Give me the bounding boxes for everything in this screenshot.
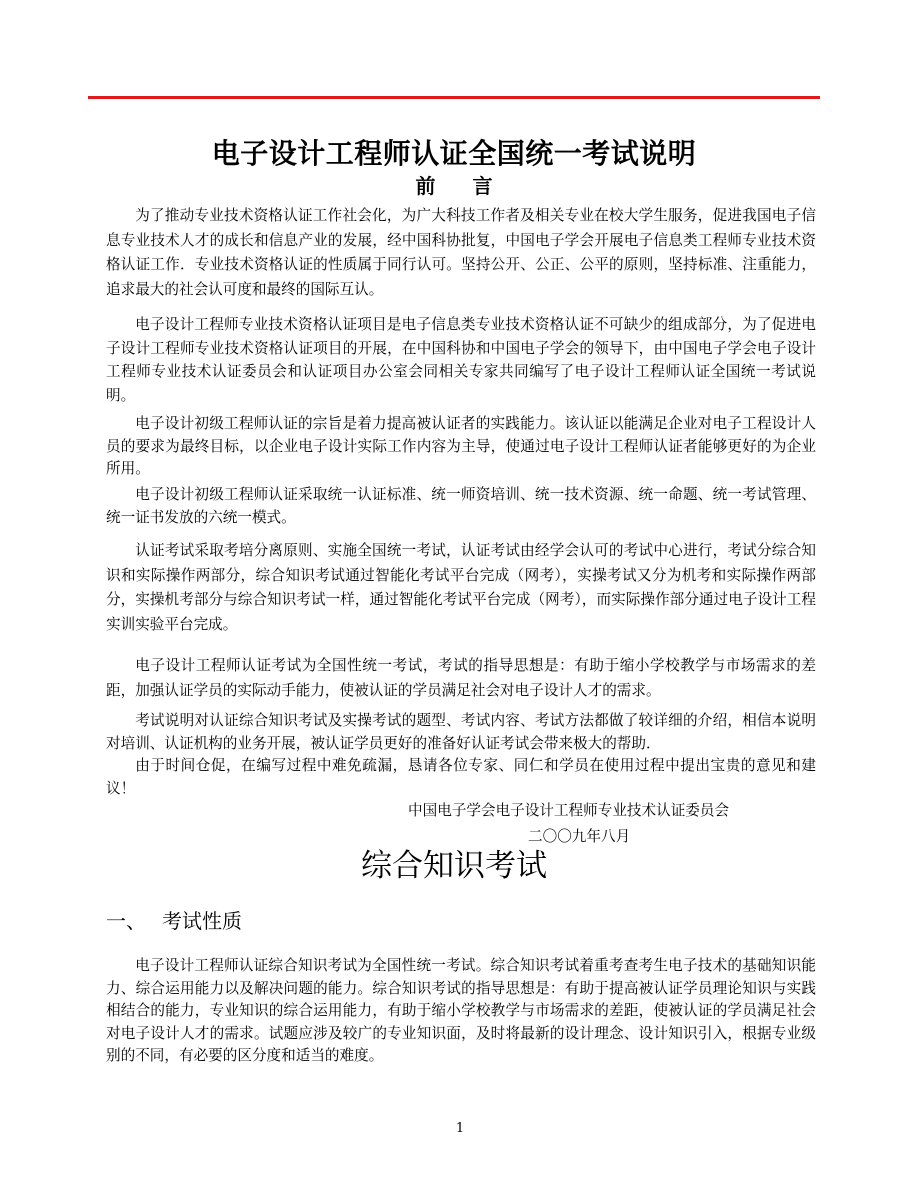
page-number: 1 xyxy=(455,1121,465,1136)
section-title: 综合知识考试 xyxy=(361,848,547,884)
signature-date: 二〇〇九年八月 xyxy=(528,828,631,845)
preface-paragraph-2: 电子设计工程师专业技术资格认证项目是电子信息类专业技术资格认证不可缺少的组成部分，为了促进电子设计工程师专业技术资格认证项目的开展，在中国科协和中国电子学会的领导下，由中国电子学会电子设计工程师专业技术认证委员会和认证项目办公室会同相关专家共同编写了电子设计工程师认证全国统一考试说明。 xyxy=(106,316,816,404)
preface-paragraph-1: 为了推动专业技术资格认证工作社会化，为广大科技工作者及相关专业在校大学生服务，促进我国电子信息专业技术人才的成长和信息产业的发展，经中国科协批复，中国电子学会开展电子信息类工程师专业技术资格认证工作．专业技术资格认证的性质属于同行认可。坚持公开、公正、公平的原则，坚持标准、注重能力，追求最大的社会认可度和最终的国际互认。 xyxy=(106,207,816,299)
header-rule xyxy=(88,96,820,99)
preface-heading: 前 言 xyxy=(415,174,493,198)
document-title: 电子设计工程师认证全国统一考试说明 xyxy=(211,137,697,170)
preface-paragraph-3: 电子设计初级工程师认证的宗旨是着力提高被认证者的实践能力。该认证以能满足企业对电子工程设计人员的要求为最终目标，以企业电子设计实际工作内容为主导，使通过电子设计工程师认证者能够更好的为企业所用。 xyxy=(106,415,816,478)
preface-paragraph-8: 由于时间仓促，在编写过程中难免疏漏，恳请各位专家、同仁和学员在使用过程中提出宝贵的意见和建议！ xyxy=(106,757,816,797)
preface-paragraph-7: 考试说明对认证综合知识考试及实操考试的题型、考试内容、考试方法都做了较详细的介绍，相信本说明对培训、认证机构的业务开展，被认证学员更好的准备好认证考试会带来极大的帮助． xyxy=(106,712,816,752)
preface-paragraph-6: 电子设计工程师认证考试为全国性统一考试，考试的指导思想是：有助于缩小学校教学与市场需求的差距，加强认证学员的实际动手能力，使被认证的学员满足社会对电子设计人才的需求。 xyxy=(106,657,816,699)
signature-organization: 中国电子学会电子设计工程师专业技术认证委员会 xyxy=(408,802,730,819)
subsection-heading xyxy=(106,904,242,938)
subsection-number: 一、 xyxy=(106,909,146,933)
subsection-title: 考试性质 xyxy=(162,909,242,933)
section-paragraph: 电子设计工程师认证综合知识考试为全国性统一考试。综合知识考试着重考查考生电子技术的基础知识能力、综合运用能力以及解决问题的能力。综合知识考试的指导思想是：有助于提高被认证学员理论知识与实践相结合的能力，专业知识的综合运用能力，有助于缩小学校教学与市场需求的差距，使被认证的学员满足社会对电子设计人才的需求。试题应涉及较广的专业知识面，及时将最新的设计理念、设计知识引入，根据专业级别的不同，有必要的区分度和适当的难度。 xyxy=(106,957,816,1065)
preface-paragraph-4: 电子设计初级工程师认证采取统一认证标准、统一师资培训、统一技术资源、统一命题、统一考试管理、统一证书发放的六统一模式。 xyxy=(106,486,816,526)
preface-paragraph-5: 认证考试采取考培分离原则、实施全国统一考试，认证考试由经学会认可的考试中心进行，考试分综合知识和实际操作两部分，综合知识考试通过智能化考试平台完成（网考），实操考试又分为机考和实际操作两部分，实操机考部分与综合知识考试一样，通过智能化考试平台完成（网考），而实际操作部分通过电子设计工程实训实验平台完成。 xyxy=(106,542,816,634)
